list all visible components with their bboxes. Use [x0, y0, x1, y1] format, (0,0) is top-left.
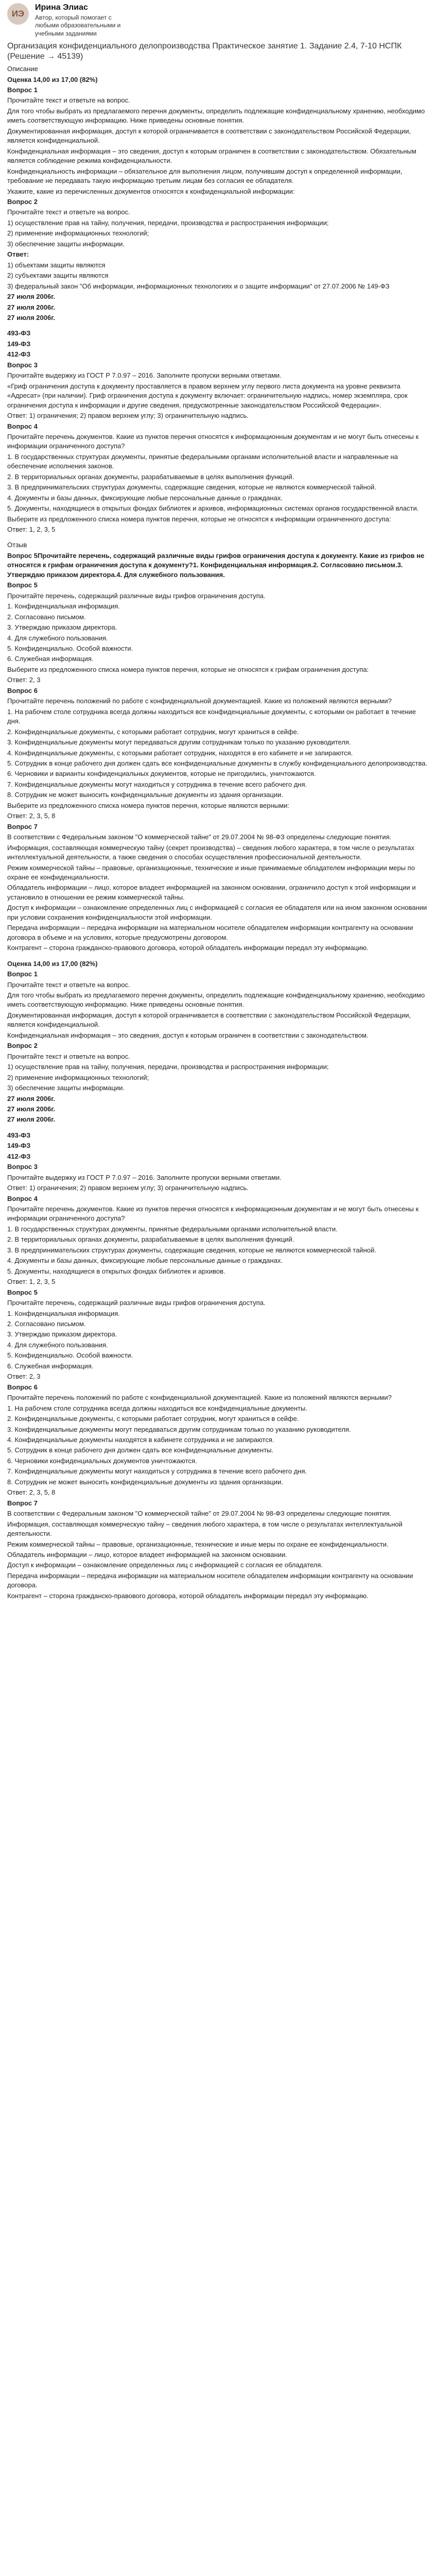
paragraph: Документированная информация, доступ к которой ограничивается в соответствии с законодательством Российской Федерации, является конфиденциальной. [7, 1011, 411, 1029]
question-heading: Вопрос 1 [7, 86, 38, 94]
paragraph: 2. Согласовано письмом. [7, 613, 86, 621]
paragraph: 4. Конфиденциальные документы находятся в кабинете сотрудника и не запираются. [7, 1436, 274, 1444]
paragraph: 27 июля 2006г. [7, 1115, 55, 1124]
paragraph: Ответ: 1, 2, 3, 5 [7, 526, 56, 534]
paragraph: Описание [7, 65, 38, 73]
paragraph: 412-ФЗ [7, 350, 31, 359]
paragraph: 412-ФЗ [7, 1152, 31, 1160]
paragraph: Режим коммерческой тайны – правовые, организационные, технические и иные меры по охране ее конфиденциальности. [7, 1540, 389, 1548]
document-content [7, 64, 429, 1601]
paragraph: 4. Документы и базы данных, фиксирующие любые персональные данные о гражданах. [7, 1257, 283, 1265]
paragraph: 27 июля 2006г. [7, 313, 55, 321]
paragraph: Ответ: 2, 3, 5, 8 [7, 812, 56, 820]
paragraph: 6. Служебная информация. [7, 655, 94, 663]
paragraph: 1. В государственных структурах документы, принятые федеральными органами исполнительной власти и направленные на обеспечение исполнения законов. [7, 452, 398, 470]
author-info [35, 2, 133, 38]
paragraph: 6. Служебная информация. [7, 1362, 94, 1370]
paragraph: 2. Конфиденциальные документы, с которыми работает сотрудник, могут храниться в сейфе. [7, 1415, 299, 1423]
question-heading: Вопрос 4 [7, 1194, 38, 1202]
paragraph: Передача информации – передача информации на материальном носителе обладателем информации контрагенту на основании договора. [7, 1571, 413, 1589]
paragraph: 2. Конфиденциальные документы, с которыми работает сотрудник, могут храниться в сейфе. [7, 727, 299, 736]
paragraph: 2) субъектами защиты являются [7, 272, 109, 280]
paragraph: Конфиденциальная информация – это сведения, доступ к которым ограничен в соответствии с законодательством. [7, 1031, 369, 1039]
paragraph: 5. Конфиденциально. Особой важности. [7, 645, 133, 653]
paragraph: 5. Документы, находящиеся в открытых фондах библиотек и архивов, информационных системах органов государственной власти. [7, 504, 419, 513]
paragraph: Укажите, какие из перечисленных документов относятся к конфиденциальной информации: [7, 187, 295, 195]
paragraph: Ответ: 2, 3 [7, 1372, 41, 1381]
paragraph: 3. В предпринимательских структурах документы, содержащие сведения, которые не являются коммерческой тайной. [7, 483, 376, 492]
paragraph: Прочитайте текст и ответьте на вопрос. [7, 1052, 130, 1060]
paragraph: Прочитайте перечень положений по работе с конфиденциальной документацией. Какие из положений являются верными? [7, 1394, 392, 1402]
paragraph: Оценка 14,00 из 17,00 (82%) [7, 75, 98, 83]
paragraph: Оценка 14,00 из 17,00 (82%) [7, 959, 98, 968]
paragraph: 3) обеспечение защиты информации. [7, 1084, 125, 1092]
paragraph: 1. На рабочем столе сотрудника всегда должны находиться все конфиденциальные документы, с которыми он работает в течение дня. [7, 707, 416, 725]
paragraph: Информация, составляющая коммерческую тайну – сведения любого характера, в том числе о результатах интеллектуальной деятельности. [7, 1520, 403, 1538]
paragraph: 6. Черновики конфиденциальных документов уничтожаются. [7, 1456, 197, 1465]
paragraph: 5. Конфиденциально. Особой важности. [7, 1351, 133, 1360]
spacer [7, 1126, 429, 1131]
paragraph: Ответ: 2, 3, 5, 8 [7, 1488, 56, 1497]
question-heading: Вопрос 1 [7, 970, 38, 978]
paragraph: Прочитайте перечень документов. Какие из пунктов перечня относятся к информационным документам и не могут быть отнесены к информации ограниченного доступа? [7, 1205, 419, 1223]
paragraph: Для того чтобы выбрать из предлагаемого перечня документы, определить подлежащие конфиденциальному хранению, необходимо иметь соответствующую информацию. Ниже приведены основные понятия. [7, 107, 425, 125]
paragraph: 149-ФЗ [7, 1142, 31, 1150]
paragraph: Отзыв [7, 541, 27, 549]
paragraph: 27 июля 2006г. [7, 1105, 55, 1113]
paragraph: Контрагент – сторона гражданско-правового договора, которой обладатель информации передал эту информацию. [7, 1591, 369, 1600]
paragraph: Прочитайте текст и ответьте на вопрос. [7, 980, 130, 989]
paragraph: 149-ФЗ [7, 340, 31, 348]
paragraph: 27 июля 2006г. [7, 303, 55, 311]
paragraph: 3. Утверждаю приказом директора. [7, 1330, 117, 1338]
document-title: Организация конфиденциального делопроизводства Практическое занятие 1. Задание 2.4, 7-10 НСПК (Решение → 45139) [7, 41, 402, 61]
question-heading: Вопрос 5 [7, 1288, 38, 1296]
author-avatar[interactable]: ИЭ [7, 3, 29, 25]
paragraph: Доступ к информации – ознакомление определенных лиц с информацией с согласия ее обладателя или на ином законном основании при условии сохранения конфиденциальности этой информации. [7, 904, 427, 921]
paragraph: Прочитайте перечень, содержащий различные виды грифов ограничения доступа. [7, 1299, 266, 1307]
author-name[interactable]: Ирина Элиас [35, 3, 88, 12]
paragraph: 27 июля 2006г. [7, 1094, 55, 1103]
paragraph: 1. Конфиденциальная информация. [7, 602, 120, 611]
paragraph: Информация, составляющая коммерческую тайну (секрет производства) – сведения любого характера, в том числе о результатах интеллектуальной деятельности, а также сведения о способах осуществления профессиональной деятельности. [7, 843, 415, 861]
paragraph: Обладатель информации – лицо, которое владеет информацией на законном основании, ограничило доступ к этой информации и установило в отношении ее режим коммерческой тайны. [7, 884, 416, 901]
paragraph: 7. Конфиденциальные документы могут находиться у сотрудника в течение всего рабочего дня. [7, 1467, 307, 1476]
paragraph: 3. В предпринимательских структурах документы, содержащие сведения, которые не являются коммерческой тайной. [7, 1246, 376, 1254]
paragraph: Вопрос 5Прочитайте перечень, содержащий различные виды грифов ограничения доступа к документу. Какие из грифов не относятся к грифам ограничения доступа к документу?1. Конфиденциальная информация.2. Согласовано письмом.3. Утверждаю приказом директора.4. Для служебного пользования. [7, 551, 425, 579]
paragraph: Выберите из предложенного списка номера пунктов перечня, которые являются верными: [7, 801, 289, 809]
paragraph: Прочитайте перечень документов. Какие из пунктов перечня относятся к информационным документам и не могут быть отнесены к информации ограниченного доступа? [7, 432, 419, 450]
paragraph: Конфиденциальность информации – обязательное для выполнения лицом, получившим доступ к определенной информации, требование не передавать такую информацию третьим лицам без согласия ее обладателя. [7, 167, 403, 185]
paragraph: 7. Конфиденциальные документы могут находиться у сотрудника в течение всего рабочего дня. [7, 780, 307, 788]
paragraph: Прочитайте выдержку из ГОСТ Р 7.0.97 – 2016. Заполните пропуски верными ответами. [7, 1173, 282, 1181]
question-heading: Вопрос 7 [7, 822, 38, 831]
paragraph: 3. Конфиденциальные документы могут передаваться другим сотрудникам только по указанию руководителя. [7, 738, 351, 747]
paragraph: Прочитайте перечень положений по работе с конфиденциальной документацией. Какие из положений являются верными? [7, 697, 392, 705]
paragraph: Ответ: [7, 250, 29, 259]
paragraph: 1. На рабочем столе сотрудника всегда должны находиться все конфиденциальные документы. [7, 1404, 307, 1412]
paragraph: Ответ: 1) ограничения; 2) правом верхнем углу; 3) ограничительную надпись. [7, 412, 249, 420]
paragraph: 3) федеральный закон "Об информации, информационных технологиях и о защите информации" от 27.07.2006 № 149-ФЗ [7, 282, 390, 290]
paragraph: В соответствии с Федеральным законом "О коммерческой тайне" от 29.07.2004 № 98-ФЗ определены следующие понятия. [7, 1510, 392, 1518]
question-heading: Вопрос 3 [7, 1163, 38, 1171]
paragraph: Конфиденциальная информация – это сведения, доступ к которым ограничен в соответствии с законодательством. Обязательным является соблюдение режима конфиденциальности. [7, 147, 416, 165]
paragraph: 5. Документы, находящиеся в открытых фондах библиотек и архивов. [7, 1267, 225, 1275]
paragraph: 27 июля 2006г. [7, 293, 55, 301]
paragraph: 4. Для служебного пользования. [7, 634, 108, 642]
paragraph: 493-ФЗ [7, 329, 31, 337]
question-heading: Вопрос 2 [7, 197, 38, 206]
question-heading: Вопрос 4 [7, 422, 38, 430]
paragraph: 5. Сотрудник в конце рабочего дня должен сдать все конфиденциальные документы. [7, 1446, 274, 1454]
paragraph: 6. Черновики и варианты конфиденциальных документов, которые не пригодились, уничтожаются. [7, 770, 316, 778]
spacer [7, 954, 429, 959]
question-heading: Вопрос 7 [7, 1499, 38, 1507]
author-header [7, 2, 429, 38]
paragraph: 1. В государственных структурах документы, принятые федеральными органами исполнительной власти. [7, 1225, 338, 1233]
paragraph: 4. Для служебного пользования. [7, 1341, 108, 1349]
paragraph: Ответ: 1) ограничения; 2) правом верхнем углу; 3) ограничительную надпись. [7, 1184, 249, 1192]
paragraph: Режим коммерческой тайны – правовые, организационные, технические и иные принимаемые обладателем информации меры по охране ее конфиденциальности. [7, 863, 415, 881]
paragraph: 2) применение информационных технологий; [7, 1073, 149, 1081]
question-heading: Вопрос 6 [7, 1383, 38, 1391]
paragraph: Выберите из предложенного списка номера пунктов перечня, которые не относятся к грифам ограничения доступа: [7, 665, 369, 673]
paragraph: Прочитайте перечень, содержащий различные виды грифов ограничения доступа. [7, 591, 266, 600]
paragraph: Прочитайте текст и ответьте на вопрос. [7, 96, 130, 105]
question-heading: Вопрос 5 [7, 581, 38, 589]
paragraph: Ответ: 2, 3 [7, 676, 41, 684]
paragraph: 4. Документы и базы данных, фиксирующие любые персональные данные о гражданах. [7, 494, 283, 502]
paragraph: 1) осуществление прав на тайну, получения, передачи, производства и распространения информации; [7, 1063, 329, 1071]
question-heading: Вопрос 6 [7, 686, 38, 694]
paragraph: Для того чтобы выбрать из предлагаемого перечня документы, определить подлежащие конфиденциальному хранению, необходимо иметь соответствующую информацию. Ниже приведены основные понятия. [7, 991, 425, 1009]
paragraph: 1. Конфиденциальная информация. [7, 1309, 120, 1317]
paragraph: Прочитайте выдержку из ГОСТ Р 7.0.97 – 2016. Заполните пропуски верными ответами. [7, 371, 282, 380]
paragraph: Документированная информация, доступ к которой ограничивается в соответствии с законодательством Российской Федерации, является конфиденциальной. [7, 127, 411, 145]
paragraph: Контрагент – сторона гражданско-правового договора, которой обладатель информации передал эту информацию. [7, 944, 369, 952]
paragraph: Прочитайте текст и ответьте на вопрос. [7, 208, 130, 216]
question-heading: Вопрос 2 [7, 1042, 38, 1050]
paragraph: 8. Сотрудник не может выносить конфиденциальные документы из здания организации. [7, 791, 283, 799]
paragraph: 2. Согласовано письмом. [7, 1320, 86, 1328]
question-heading: Вопрос 3 [7, 361, 38, 369]
paragraph: 493-ФЗ [7, 1131, 31, 1139]
author-description: Автор, который помогает с любыми образовательными и учебными заданиями [35, 13, 121, 37]
paragraph: В соответствии с Федеральным законом "О коммерческой тайне" от 29.07.2004 № 98-ФЗ определены следующие понятия. [7, 833, 392, 841]
spacer [7, 535, 429, 540]
paragraph: «Гриф ограничения доступа к документу проставляется в правом верхнем углу первого листа документа на уровне реквизита «Адресат» (при наличии). Гриф ограничения доступа к документу включает: ограничительную надпись, номер экземпляра, срок ограничения доступа к информации и другие сведения, предусмотренные законодательством Российской Федерации». [7, 382, 408, 409]
paragraph: Доступ к информации – ознакомление определенных лиц с информацией с согласия ее обладателя. [7, 1561, 323, 1569]
paragraph: Выберите из предложенного списка номера пунктов перечня, которые не относятся к информации ограниченного доступа: [7, 515, 391, 523]
paragraph: 2) применение информационных технологий; [7, 229, 149, 238]
paragraph: 2. В территориальных органах документы, разрабатываемые в целях выполнения функций. [7, 472, 294, 481]
paragraph: 5. Сотрудник в конце рабочего дня должен сдать все конфиденциальные документы в службу конфиденциального делопроизводства. [7, 759, 428, 767]
paragraph: 8. Сотрудник не может выносить конфиденциальные документы из здания организации. [7, 1478, 283, 1486]
paragraph: Ответ: 1, 2, 3, 5 [7, 1278, 56, 1286]
paragraph: Передача информации – передача информации на материальном носителе обладателем информации контрагенту на основании договора в объеме и на условиях, которые предусмотрены договором. [7, 924, 413, 941]
paragraph: Обладатель информации – лицо, которое владеет информацией на законном основании. [7, 1550, 287, 1558]
paragraph: 3. Конфиденциальные документы могут передаваться другим сотрудникам только по указанию руководителя. [7, 1425, 351, 1433]
paragraph: 1) осуществление прав на тайну, получения, передачи, производства и распространения информации; [7, 218, 329, 227]
spacer [7, 324, 429, 329]
paragraph: 3) обеспечение защиты информации. [7, 240, 125, 248]
paragraph: 4. Конфиденциальные документы, с которыми работает сотрудник, находятся в его кабинете и не запираются. [7, 749, 353, 757]
paragraph: 3. Утверждаю приказом директора. [7, 623, 117, 632]
paragraph: 1) объектами защиты являются [7, 261, 106, 269]
paragraph: 2. В территориальных органах документы, разрабатываемые в целях выполнения функций. [7, 1235, 294, 1244]
